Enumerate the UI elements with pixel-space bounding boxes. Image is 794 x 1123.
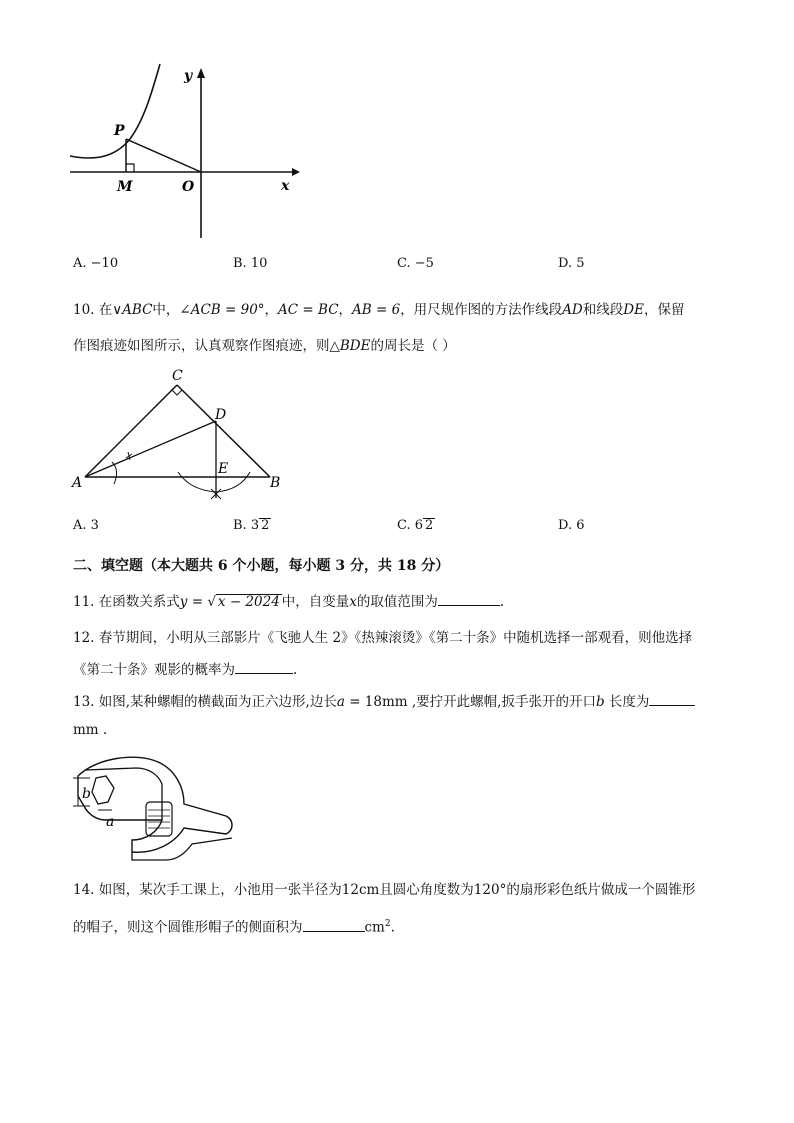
triangle-figure bbox=[60, 362, 300, 510]
label-d: D bbox=[215, 407, 227, 423]
label-a: A bbox=[72, 475, 83, 491]
side-ac bbox=[85, 385, 177, 477]
q10-option-b: B. 3 2 bbox=[233, 518, 270, 533]
q9-option-c: C. −5 bbox=[397, 256, 434, 271]
label-e: E bbox=[218, 461, 229, 477]
label-y: y bbox=[184, 68, 193, 84]
function-graph-figure bbox=[60, 60, 310, 245]
label-p: P bbox=[114, 123, 125, 139]
q10-line-1: 10. 在∨ABC中，∠ACB = 90°，AC = BC，AB = 6，用尺规作图的方法作线段AD和线段DE，保留 bbox=[73, 302, 685, 318]
x-axis-arrow bbox=[292, 168, 300, 176]
wrench-jaw bbox=[86, 768, 162, 820]
label-a: a bbox=[106, 814, 115, 830]
segment-ad bbox=[85, 421, 216, 477]
right-angle-mark-c bbox=[172, 390, 182, 395]
q10-option-d: D. 6 bbox=[558, 518, 585, 533]
label-x: x bbox=[281, 178, 290, 194]
y-axis-arrow bbox=[197, 68, 205, 78]
question-12-line-1: 12. 春节期间，小明从三部影片《飞驰人生 2》《热辣滚烫》《第二十条》中随机选择一部观看，则他选择 bbox=[73, 630, 693, 646]
question-13-line-1: 13. 如图,某种螺帽的横截面为正六边形,边长a = 18mm ,要拧开此螺帽,扳手张开的开口b 长度为 bbox=[73, 692, 695, 712]
hex-nut bbox=[92, 776, 114, 804]
question-11: 11. 在函数关系式y = √ x − 2024 中，自变量x的取值范围为 . bbox=[73, 594, 505, 610]
label-m: M bbox=[117, 179, 133, 195]
label-o: O bbox=[182, 179, 195, 195]
wrench-figure bbox=[66, 748, 236, 863]
label-b: b bbox=[82, 786, 91, 802]
hyperbola-curve bbox=[70, 64, 160, 158]
question-14-line-2: 的帽子，则这个圆锥形帽子的侧面积为 $cm^2$. bbox=[73, 919, 395, 936]
q10-option-c: C. 6 2 bbox=[397, 518, 434, 533]
segment-po bbox=[126, 139, 201, 172]
q9-option-b: B. 10 bbox=[233, 256, 268, 271]
q9-option-a: A. −10 bbox=[73, 256, 119, 271]
right-angle-mark bbox=[126, 164, 134, 172]
question-13-line-2: mm . bbox=[73, 722, 108, 738]
label-b: B bbox=[270, 475, 281, 491]
q10-option-a: A. 3 bbox=[73, 518, 99, 533]
wrench-handle bbox=[132, 838, 232, 860]
wrench-body bbox=[78, 757, 232, 852]
label-c: C bbox=[172, 368, 183, 384]
construction-arc bbox=[178, 472, 250, 492]
section-heading: 二、填空题（本大题共 6 个小题，每小题 3 分，共 18 分） bbox=[73, 558, 450, 574]
q10-line-2: 作图痕迹如图所示，认真观察作图痕迹，则△BDE的周长是（ ） bbox=[73, 338, 456, 354]
question-14-line-1: 14. 如图，某次手工课上，小池用一张半径为12cm且圆心角度数为120°的扇形彩色纸片做成一个圆锥形 bbox=[73, 882, 696, 898]
q9-option-d: D. 5 bbox=[558, 256, 585, 271]
wrench-adjuster bbox=[146, 802, 172, 836]
question-12-line-2: 《第二十条》观影的概率为 . bbox=[73, 662, 298, 678]
